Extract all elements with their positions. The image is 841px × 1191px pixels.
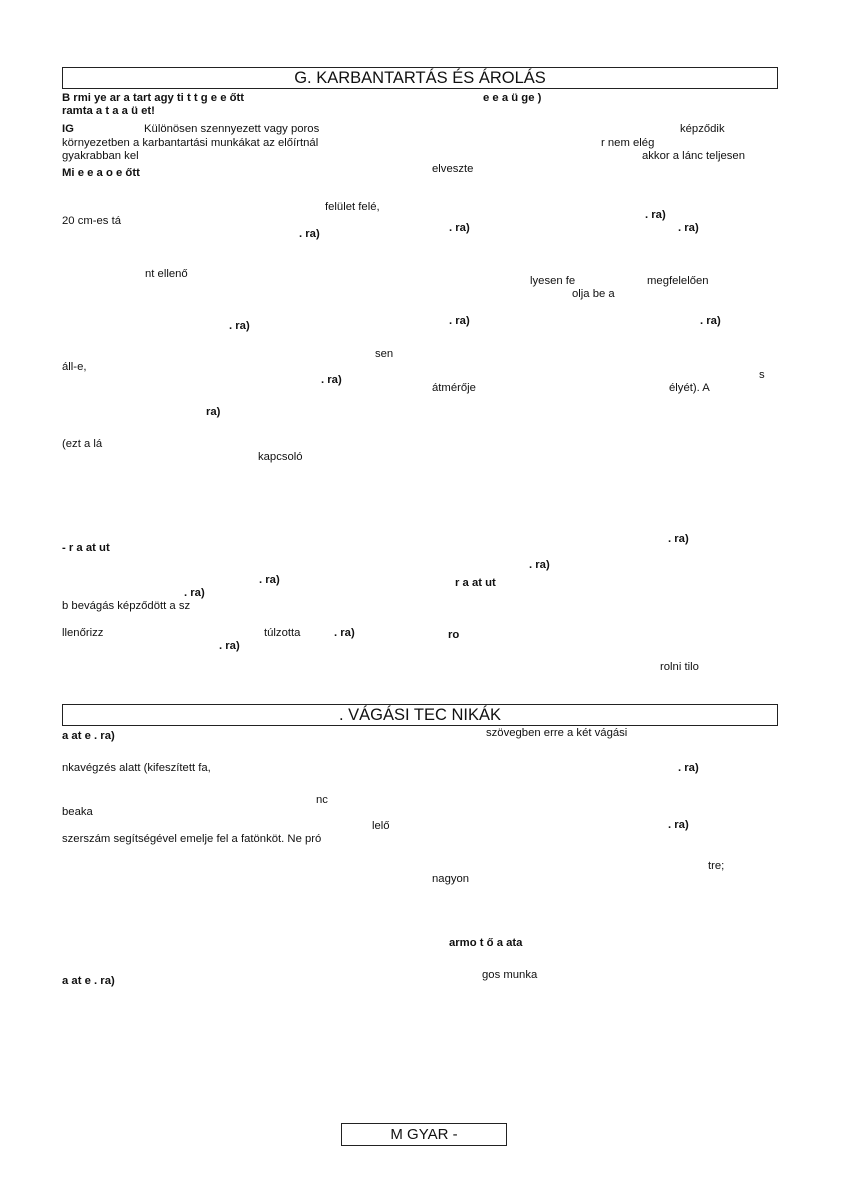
text-fragment: . ra) [529, 559, 550, 571]
text-fragment: - r a at ut [62, 542, 110, 554]
text-fragment: szerszám segítségével emelje fel a fatönköt. Ne pró [62, 833, 322, 845]
text-fragment: s [759, 369, 765, 381]
text-fragment: áll-e, [62, 361, 87, 373]
text-fragment: nt ellenő [145, 268, 188, 280]
text-fragment: lyesen fe [530, 275, 576, 287]
text-fragment: Különösen szennyezett vagy poros [144, 123, 320, 135]
text-fragment: . ra) [668, 819, 689, 831]
text-fragment: . ra) [184, 587, 205, 599]
text-fragment: . ra) [229, 320, 250, 332]
text-fragment: akkor a lánc teljesen [642, 150, 745, 162]
text-fragment: . ra) [668, 533, 689, 545]
text-fragment: r nem elég [601, 137, 655, 149]
text-fragment: ro [448, 629, 460, 641]
text-fragment: beaka [62, 806, 93, 818]
text-fragment: b bevágás képződött a sz [62, 600, 191, 612]
text-fragment: . ra) [334, 627, 355, 639]
text-fragment: . ra) [449, 222, 470, 234]
text-fragment: . ra) [678, 762, 699, 774]
text-fragment: felület felé, [325, 201, 380, 213]
text-fragment: túlzotta [264, 627, 301, 639]
text-fragment: élyét). A [669, 382, 710, 394]
text-fragment: környezetben a karbantartási munkákat az előírtnál [62, 137, 319, 149]
text-fragment: megfelelően [647, 275, 709, 287]
text-fragment: kapcsoló [258, 451, 303, 463]
text-fragment: szövegben erre a két vágási [486, 727, 628, 739]
text-fragment: nkavégzés alatt (kifeszített fa, [62, 762, 211, 774]
text-fragment: . ra) [645, 209, 666, 221]
text-fragment: olja be a [572, 288, 615, 300]
text-fragment: a at e . ra) [62, 975, 115, 987]
text-fragment: r a at ut [455, 577, 496, 589]
text-fragment: Mi e e a o e őtt [62, 167, 140, 179]
text-fragment: gos munka [482, 969, 538, 981]
text-fragment: . ra) [700, 315, 721, 327]
text-fragment: . ra) [678, 222, 699, 234]
footer-language-label: M GYAR - [341, 1123, 507, 1146]
text-fragment: nc [316, 794, 328, 806]
text-fragment: elveszte [432, 163, 474, 175]
text-fragment: tre; [708, 860, 725, 872]
text-fragment: . ra) [259, 574, 280, 586]
text-fragment: . ra) [321, 374, 342, 386]
text-fragment: lelő [372, 820, 390, 832]
text-fragment: . ra) [219, 640, 240, 652]
text-fragment: armo t ő a ata [449, 937, 523, 949]
text-fragment: e e a ü ge ) [483, 92, 542, 104]
text-fragment: a at e . ra) [62, 730, 115, 742]
text-fragment: ra) [206, 406, 221, 418]
text-fragment: . ra) [449, 315, 470, 327]
text-fragment: sen [375, 348, 394, 360]
text-fragment: rolni tilo [660, 661, 699, 673]
text-fragment: llenőrizz [62, 627, 104, 639]
text-fragment: 20 cm-es tá [62, 215, 122, 227]
text-fragment: (ezt a lá [62, 438, 103, 450]
section-title-maintenance: G. KARBANTARTÁS ÉS ÁROLÁS [62, 67, 778, 89]
text-fragment: gyakrabban kel [62, 150, 139, 162]
text-fragment: . ra) [299, 228, 320, 240]
text-fragment: nagyon [432, 873, 470, 885]
text-fragment: IG [62, 123, 74, 135]
text-fragment: átmérője [432, 382, 476, 394]
section-title-cutting-techniques: . VÁGÁSI TEC NIKÁK [62, 704, 778, 726]
text-fragment: ramta a t a a ü et! [62, 105, 155, 117]
text-fragment: képződik [680, 123, 725, 135]
text-fragment: B rmi ye ar a tart agy ti t t g e e őtt [62, 92, 245, 104]
